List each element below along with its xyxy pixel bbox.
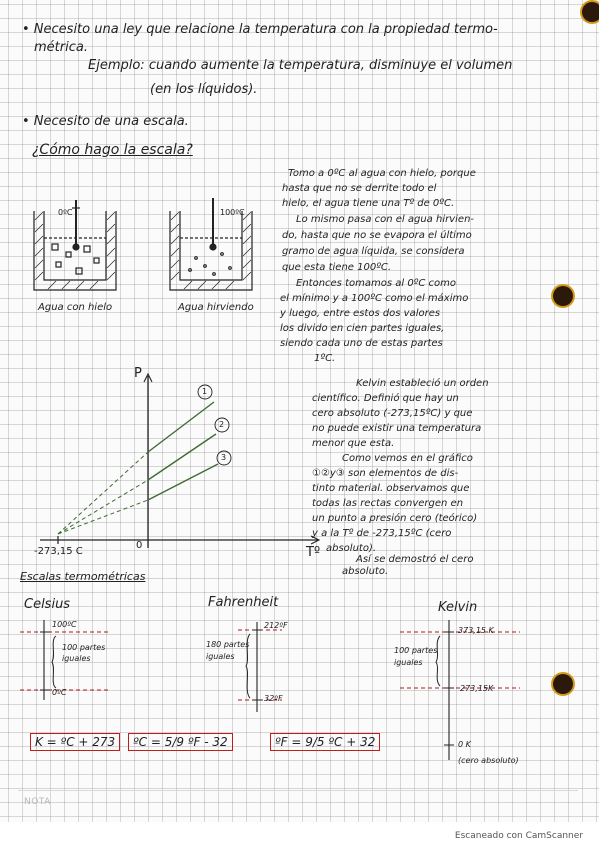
question-heading: ¿Cómo hago la escala? bbox=[32, 142, 193, 158]
paragraph-1-line: Lo mismo pasa con el agua hirvien- bbox=[296, 214, 475, 225]
graph-line-label-2: 2 bbox=[219, 420, 225, 429]
paragraph-1-line: hielo, el agua tiene una Tº de 0ºC. bbox=[282, 198, 455, 209]
kelvin-top-label: 373,15 K bbox=[458, 626, 494, 635]
paragraph-2-line: todas las rectas convergen en bbox=[312, 498, 464, 509]
paragraph-1-line: Tomo a 0ºC al agua con hielo, porque bbox=[288, 168, 476, 179]
paragraph-1-line: y luego, entre estos dos valores bbox=[280, 308, 441, 319]
fahrenheit-title: Fahrenheit bbox=[208, 595, 279, 610]
graph-extrapolation-3 bbox=[58, 500, 148, 534]
nota-label: NOTA bbox=[24, 797, 51, 807]
scanner-footer bbox=[0, 822, 599, 848]
paragraph-2-line: y a la Tº de -273,15ºC (cero bbox=[312, 528, 452, 539]
fahrenheit-top-label: 212ºF bbox=[264, 621, 288, 630]
paragraph-2-line: ①②y③ son elementos de dis- bbox=[312, 468, 459, 479]
paragraph-2-line: absoluto. bbox=[342, 566, 389, 577]
paragraph-1-line: do, hasta que no se evapora el último bbox=[282, 230, 472, 241]
celsius-bottom-label: 0ºC bbox=[52, 688, 67, 697]
scanner-watermark: Escaneado con CamScanner bbox=[454, 831, 583, 841]
kelvin-mid-label: 273,15K bbox=[460, 684, 494, 693]
paragraph-2-line: no puede existir una temperatura bbox=[312, 423, 482, 434]
celsius-top-label: 100ºC bbox=[52, 620, 77, 629]
note-line-1: • Necesito una ley que relacione la temperatura con la propiedad termo- bbox=[22, 22, 498, 37]
beaker-right-caption: Agua hirviendo bbox=[178, 302, 254, 313]
graph-line-2 bbox=[148, 434, 216, 480]
paragraph-2-line: Kelvin estableció un orden bbox=[356, 378, 489, 389]
paragraph-2-line: absoluto). bbox=[326, 543, 377, 554]
paragraph-1-line: Entonces tomamos al 0ºC como bbox=[296, 278, 457, 289]
fahrenheit-bottom-label: 32ºF bbox=[264, 694, 283, 703]
formula-fahrenheit-celsius: ºF = 9/5 ºC + 32 bbox=[270, 733, 380, 751]
nota-rule bbox=[18, 790, 578, 791]
beaker-left-caption: Agua con hielo bbox=[38, 302, 113, 313]
paragraph-1-line: hasta que no se derrite todo el bbox=[282, 183, 437, 194]
note-line-2: métrica. bbox=[34, 40, 88, 55]
beaker-right-temp: 100ºC bbox=[220, 208, 245, 217]
graph-line-1 bbox=[148, 402, 214, 452]
paragraph-2-line: cero absoluto (-273,15ºC) y que bbox=[312, 408, 473, 419]
kelvin-note-line-2: iguales bbox=[394, 658, 423, 667]
paragraph-1-line: el mínimo y a 100ºC como el máximo bbox=[280, 293, 469, 304]
paragraph-2-line: Así se demostró el cero bbox=[356, 554, 474, 565]
note-line-5: • Necesito de una escala. bbox=[22, 114, 189, 129]
pressure-temperature-graph bbox=[40, 374, 319, 548]
formula-kelvin-celsius: K = ºC + 273 bbox=[30, 733, 120, 751]
fahrenheit-note-line-1: 180 partes bbox=[206, 640, 250, 649]
paragraph-2-line: tinto material. observamos que bbox=[312, 483, 470, 494]
formula-celsius-fahrenheit: ºC = 5/9 ºF - 32 bbox=[128, 733, 233, 751]
graph-line-label-1: 1 bbox=[202, 387, 208, 396]
graph-min-temp-label: -273,15 C bbox=[34, 546, 83, 557]
graph-x-label: Tº bbox=[306, 545, 321, 560]
paragraph-1-line: siendo cada uno de estas partes bbox=[280, 338, 443, 349]
graph-line-3 bbox=[148, 464, 218, 500]
paragraph-1-line: gramo de agua líquida, se considera bbox=[282, 246, 465, 257]
paragraph-2-line: Como vemos en el gráfico bbox=[342, 453, 473, 464]
celsius-note-line-2: iguales bbox=[62, 654, 91, 663]
scales-heading: Escalas termométricas bbox=[20, 570, 146, 583]
beaker-left-temp: 0ºC bbox=[58, 208, 73, 217]
kelvin-bottom-note: (cero absoluto) bbox=[458, 756, 519, 765]
paragraph-1-line: 1ºC. bbox=[314, 353, 336, 364]
kelvin-bottom-label: 0 K bbox=[458, 740, 471, 749]
kelvin-title: Kelvin bbox=[438, 600, 478, 615]
paragraph-2-line: científico. Definió que hay un bbox=[312, 393, 459, 404]
graph-line-label-3: 3 bbox=[221, 453, 227, 462]
paragraph-1-line: los divido en cien partes iguales, bbox=[280, 323, 445, 334]
paragraph-2-line: un punto a presión cero (teórico) bbox=[312, 513, 478, 524]
beaker-ice-water bbox=[34, 200, 116, 290]
note-line-3: Ejemplo: cuando aumente la temperatura, disminuye el volumen bbox=[88, 58, 513, 73]
paragraph-2-line: menor que esta. bbox=[312, 438, 395, 449]
kelvin-note-line-1: 100 partes bbox=[394, 646, 438, 655]
graph-origin-label: 0 bbox=[136, 540, 143, 551]
graph-extrapolation-2 bbox=[58, 480, 148, 534]
celsius-title: Celsius bbox=[24, 597, 71, 612]
celsius-note-line-1: 100 partes bbox=[62, 643, 106, 652]
fahrenheit-note-line-2: iguales bbox=[206, 652, 235, 661]
graph-y-label: P bbox=[134, 366, 142, 381]
note-line-4: (en los líquidos). bbox=[150, 82, 258, 97]
graph-extrapolation-1 bbox=[58, 452, 148, 534]
paragraph-1-line: que esta tiene 100ºC. bbox=[282, 262, 392, 273]
